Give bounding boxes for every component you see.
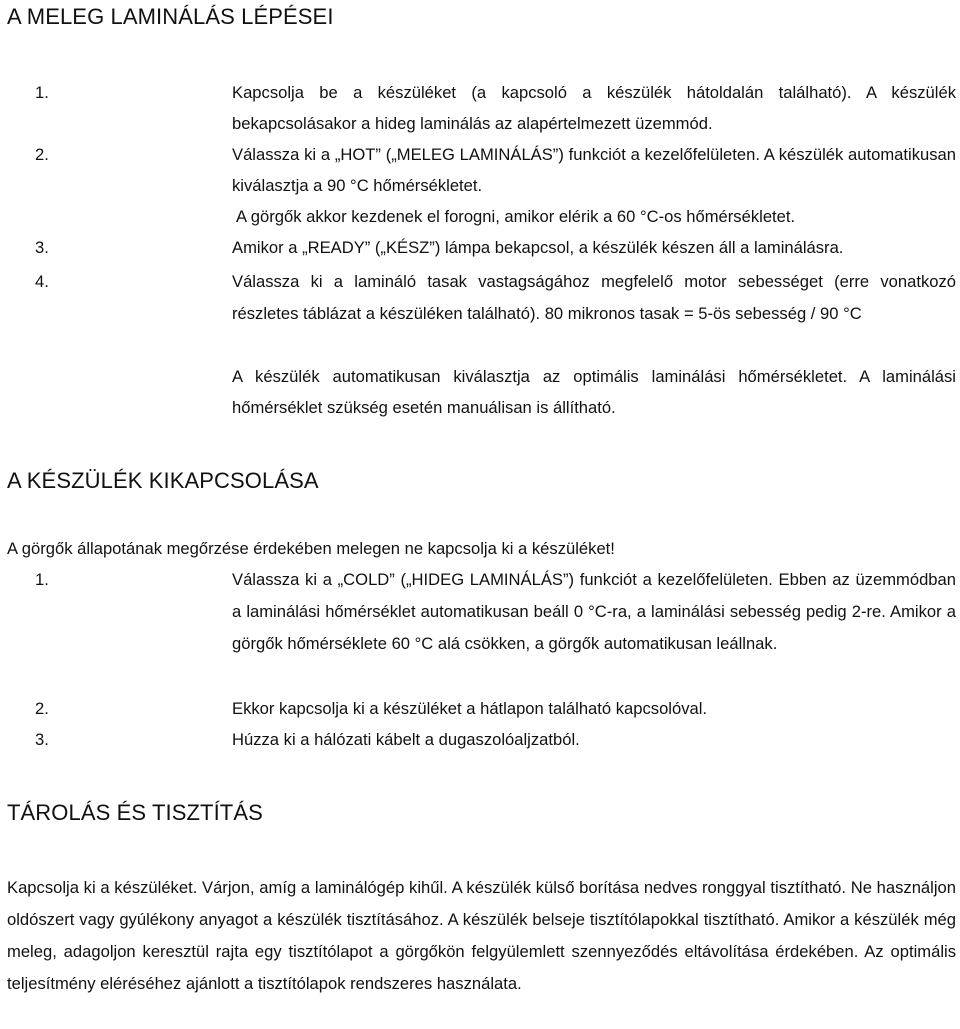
- step-number: 1.: [35, 83, 49, 102]
- step-text: Válassza ki a lamináló tasak vastagságához megfelelő motor sebességet (erre vonatkozó részletes táblázat a készüléken található). 80 mikronos tasak = 5-ös sebesség / 90 °C: [232, 272, 956, 323]
- step-number: 3.: [35, 238, 49, 257]
- step-number: 2.: [35, 145, 49, 164]
- section-title-hot-laminating: A MELEG LAMINÁLÁS LÉPÉSEI: [7, 4, 334, 29]
- step-text: Húzza ki a hálózati kábelt a dugaszolóaljzatból.: [232, 730, 580, 749]
- storage-cleaning-body: Kapcsolja ki a készüléket. Várjon, amíg a laminálógép kihűl. A készülék külső borítása nedves ronggyal tisztítható. Ne használjon oldószert vagy gyúlékony anyagot a készülék tisztításához. A készülék belseje tisztítólapokkal tisztítható. Amikor a készülék még meleg, adagoljon keresztül rajta egy tisztítólapot a görgőkön felgyülemlett szennyeződés eltávolítása érdekében. Az optimális teljesítmény eléréséhez ajánlott a tisztítólapok rendszeres használata.: [7, 878, 956, 993]
- shutdown-intro: A görgők állapotának megőrzése érdekében melegen ne kapcsolja ki a készüléket!: [7, 539, 615, 558]
- step-number: 4.: [35, 272, 49, 291]
- step-text: Válassza ki a „COLD” („HIDEG LAMINÁLÁS”) funkciót a kezelőfelületen. Ebben az üzemmódban a laminálási hőmérséklet automatikusan beáll 0 °C-ra, a laminálási sebesség pedig 2-re. Amikor a görgők hőmérséklete 60 °C alá csökken, a görgők automatikusan leállnak.: [232, 570, 956, 653]
- section-title-shutdown: A KÉSZÜLÉK KIKAPCSOLÁSA: [7, 468, 319, 493]
- step-text: Amikor a „READY” („KÉSZ”) lámpa bekapcsol, a készülék készen áll a laminálásra.: [232, 238, 844, 257]
- step-text: Válassza ki a „HOT” („MELEG LAMINÁLÁS”) funkciót a kezelőfelületen. A készülék automatikusan kiválasztja a 90 °C hőmérsékletet.: [232, 145, 956, 195]
- step-note: A görgők akkor kezdenek el forogni, amikor elérik a 60 °C-os hőmérsékletet.: [236, 207, 796, 226]
- section-title-storage-cleaning: TÁROLÁS ÉS TISZTÍTÁS: [7, 800, 263, 825]
- step-number: 2.: [35, 699, 49, 718]
- step-text: Kapcsolja be a készüléket (a kapcsoló a készülék hátoldalán található). A készülék bekapcsolásakor a hideg laminálás az alapértelmezett üzemmód.: [232, 83, 956, 133]
- step-number: 1.: [35, 570, 49, 589]
- step-note: A készülék automatikusan kiválasztja az optimális laminálási hőmérsékletet. A laminálási hőmérséklet szükség esetén manuálisan is állítható.: [232, 367, 956, 417]
- step-text: Ekkor kapcsolja ki a készüléket a hátlapon található kapcsolóval.: [232, 699, 708, 718]
- step-number: 3.: [35, 730, 49, 749]
